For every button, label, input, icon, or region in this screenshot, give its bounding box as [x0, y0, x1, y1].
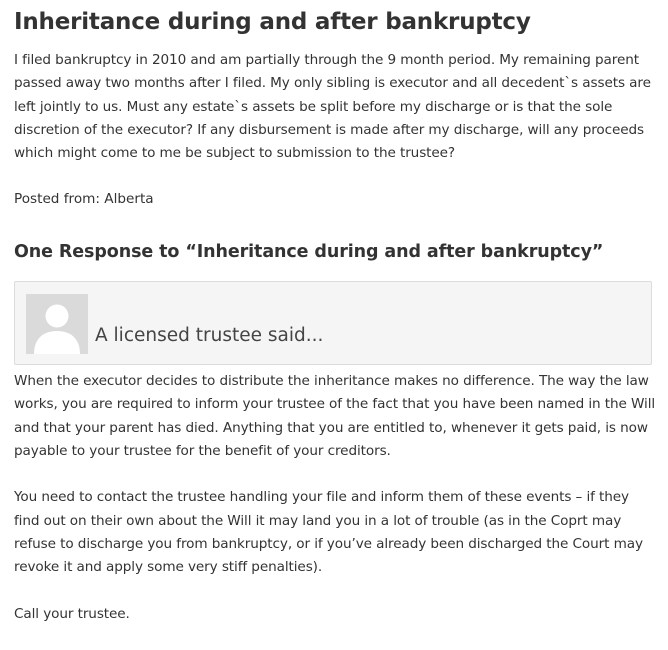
- default-avatar-icon: [26, 294, 88, 354]
- posted-from: Posted from: Alberta: [14, 191, 154, 207]
- post-body: I filed bankruptcy in 2010 and am partially through the 9 month period. My remaining parent passed away two months after I filed. My only sibling is executor and all decedent`s assets are left jointly to us. Must any estate`s assets be split before my discharge or is that the sole discretion of the executor? If any disbursement is made after my discharge, will any proceeds which might come to me be subject to submission to the trustee?: [14, 52, 651, 162]
- comment-paragraph: Call your trustee.: [14, 605, 130, 622]
- comment-body: [14, 370, 656, 650]
- comment-header: [14, 281, 652, 365]
- comment-paragraph: You need to contact the trustee handling your file and inform them of these events – if they find out on their own about the Will it may land you in a lot of trouble (as in the Coprt may refuse to discharge you from bankruptcy, or if you’ve already been discharged the Court may revoke it and apply some very stiff penalties).: [14, 489, 643, 576]
- responses-title: One Response to “Inheritance during and after bankruptcy”: [14, 242, 604, 262]
- post-title: Inheritance during and after bankruptcy: [14, 9, 531, 35]
- avatar-silhouette: [26, 294, 88, 354]
- comment-author: A licensed trustee said...: [95, 325, 324, 346]
- comment-paragraph: When the executor decides to distribute the inheritance makes no difference. The way the law works, you are required to inform your trustee of the fact that you have been named in the Will and that your parent has died. Anything that you are entitled to, whenever it gets paid, is now payable to your trustee for the benefit of your creditors.: [14, 373, 656, 459]
